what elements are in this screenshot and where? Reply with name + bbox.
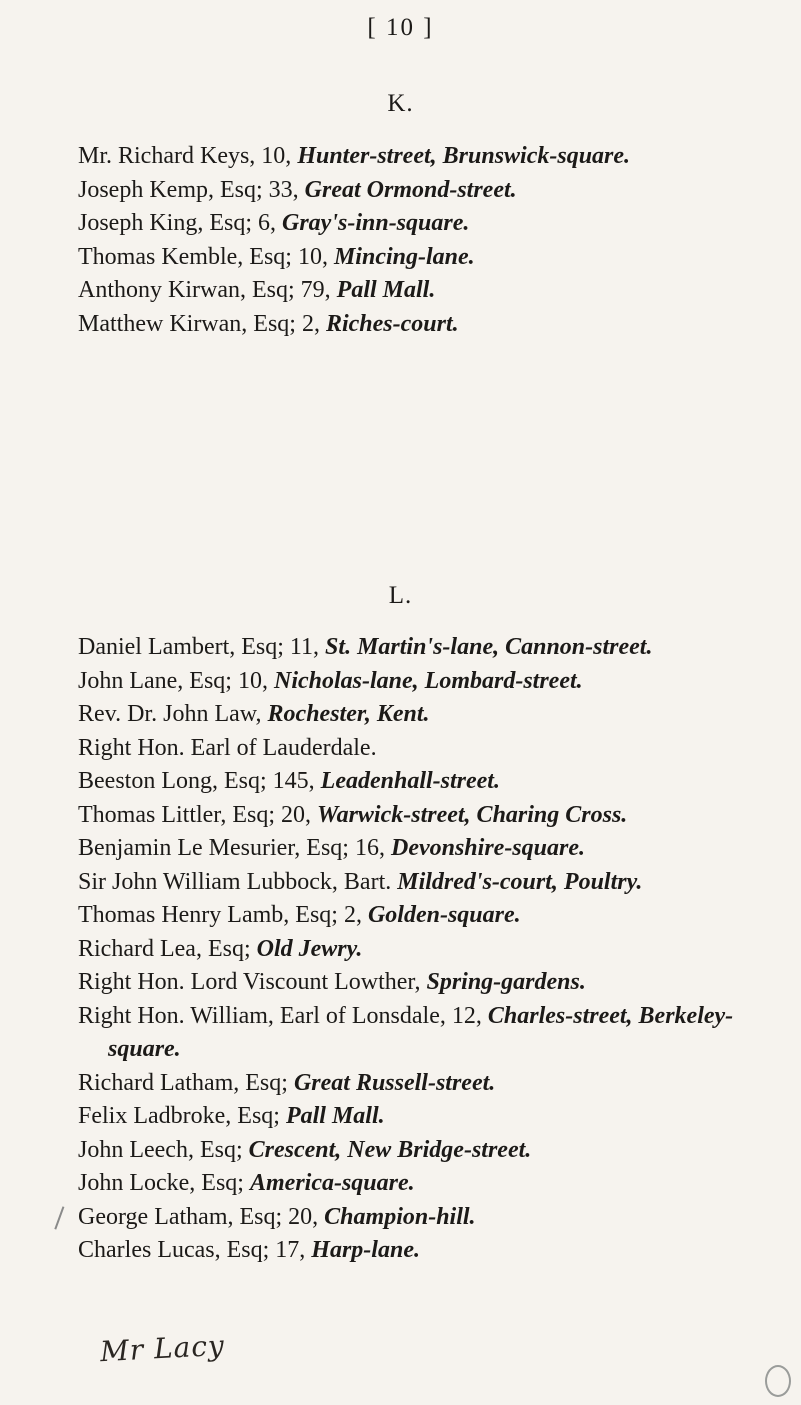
- list-item: John Leech, Esq; Crescent, New Bridge-street.: [78, 1136, 532, 1163]
- pencil-tick-mark: [54, 1206, 75, 1233]
- list-item: Richard Latham, Esq; Great Russell-street.: [78, 1069, 496, 1096]
- list-item: Daniel Lambert, Esq; 11, St. Martin's-lane, Cannon-street.: [78, 634, 653, 660]
- section-letter-l: L.: [388, 582, 413, 609]
- section-l-entries: [78, 631, 758, 1268]
- handwritten-annotation: Mr Lacy: [99, 1328, 226, 1369]
- section-letter-k: K.: [387, 90, 414, 117]
- page-number: [ 10 ]: [367, 14, 434, 41]
- list-item: Benjamin Le Mesurier, Esq; 16, Devonshire-square.: [78, 835, 585, 861]
- list-item: Right Hon. William, Earl of Lonsdale, 12, Charles-street, Berkeley-square.: [78, 1002, 734, 1062]
- section-k-entries: [78, 140, 758, 341]
- list-item: Right Hon. Lord Viscount Lowther, Spring-gardens.: [78, 969, 586, 995]
- list-item: Rev. Dr. John Law, Rochester, Kent.: [78, 701, 430, 727]
- list-item: Richard Lea, Esq; Old Jewry.: [78, 935, 363, 962]
- list-item: Beeston Long, Esq; 145, Leadenhall-street.: [78, 768, 500, 794]
- list-item: Thomas Henry Lamb, Esq; 2, Golden-square.: [78, 902, 521, 928]
- list-item: Thomas Littler, Esq; 20, Warwick-street, Charing Cross.: [78, 801, 628, 828]
- list-item: John Lane, Esq; 10, Nicholas-lane, Lombard-street.: [78, 667, 583, 694]
- list-item: Matthew Kirwan, Esq; 2, Riches-court.: [78, 310, 459, 337]
- list-item: Felix Ladbroke, Esq; Pall Mall.: [78, 1103, 385, 1129]
- list-item: Joseph Kemp, Esq; 33, Great Ormond-street.: [78, 176, 517, 203]
- list-item: George Latham, Esq; 20, Champion-hill.: [78, 1203, 476, 1230]
- list-item: Anthony Kirwan, Esq; 79, Pall Mall.: [78, 277, 436, 303]
- list-item: Sir John William Lubbock, Bart. Mildred's-court, Poultry.: [78, 868, 643, 895]
- list-item: Mr. Richard Keys, 10, Hunter-street, Brunswick-square.: [78, 143, 631, 169]
- list-item: Thomas Kemble, Esq; 10, Mincing-lane.: [78, 243, 475, 270]
- ring-stamp-mark: [765, 1365, 791, 1397]
- list-item: John Locke, Esq; America-square.: [78, 1170, 415, 1196]
- list-item: Joseph King, Esq; 6, Gray's-inn-square.: [78, 210, 470, 236]
- list-item: Charles Lucas, Esq; 17, Harp-lane.: [78, 1237, 420, 1263]
- list-item: Right Hon. Earl of Lauderdale.: [78, 734, 377, 761]
